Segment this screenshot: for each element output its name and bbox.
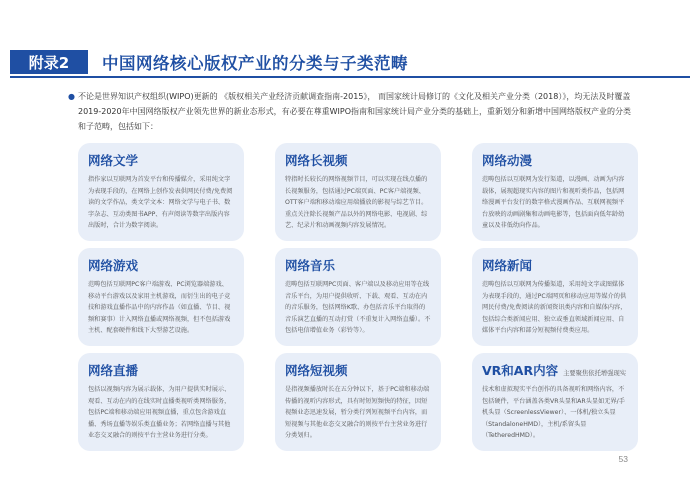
appendix-badge: 附录2	[10, 50, 92, 74]
intro-paragraph	[68, 89, 638, 134]
category-card-news	[472, 248, 638, 346]
category-title: 网络长视频	[285, 153, 348, 168]
category-card-games	[78, 248, 244, 346]
header-bar	[10, 48, 690, 76]
category-title: 网络动漫	[482, 153, 533, 168]
category-title: 网络游戏	[88, 258, 139, 273]
category-description: 包括以视频内容为展示载体，为用户提供实时展示、观看、互动在内的在线实时直播类视听类网络服务，包括PC端和移动端应用视频直播，重点包含游戏直播、秀场直播等娱乐类直播业务；若网络直播与其他业态交叉融合的则按平台主营业务进行分类。	[88, 386, 231, 439]
category-card-animation	[472, 143, 638, 241]
category-description: 范畴包括以互联网为传播渠道，采用纯文字或图媒体为表现手段的，通过PC端网页和移动应用等媒介的供网民付费/免费阅读的新闻资讯类内容和自媒体内容，包括综合类新闻应用、独立或垂直领域新闻应用、自媒体平台内容和部分短视频付费类应用。	[482, 281, 627, 334]
page-title: 中国网络核心版权产业的分类与子类范畴	[102, 54, 408, 73]
category-title: 网络音乐	[285, 258, 336, 273]
bullet-icon: ●	[68, 92, 75, 101]
category-title: 网络文学	[88, 153, 139, 168]
category-description: 技术和虚拟现实平台创作的具备视听和网络内容，不包括硬件，平台涵盖各类VR头显和AR头显如无界/手机头显（ScreenlessViewer）、一体机/独立头显（StandaloneHMD），主机/系留头显（TetheredHMD）。	[482, 386, 625, 439]
page-number: 53	[618, 454, 628, 464]
category-title: 网络新闻	[482, 258, 533, 273]
category-description: 指作家以互联网为首发平台和传播媒介，采用纯文字为表现手段的，在网络上创作发表供网民付费/免费阅读的文学作品，类文学文本：网络文学与电子书、数字杂志、互动类图书APP、有声阅读等数字出版内容出版时，合计为数字阅读。	[88, 176, 233, 229]
category-title: 网络直播	[88, 363, 139, 378]
category-title: VR和AR内容	[482, 363, 559, 378]
category-card-short-video	[275, 353, 441, 451]
category-title: 网络短视频	[285, 363, 348, 378]
category-description: 是指视频播放时长在五分钟以下，基于PC端和移动端传播的视听内容形式，具有时短短频快的特征，因短视频业态迅速发展，暂分类行列短视频平台内容，而短视频与其他业态交叉融合的则按平台主营业务进行分类划归。	[285, 386, 430, 439]
category-card-long-video	[275, 143, 441, 241]
category-description: 范畴包括互联网PC客户端游戏、PC浏览器端游戏、移动平台游戏以及家用主机游戏，而衍生出的电子竞技和游戏直播作品中的内容作品（如直播、节目、视频和赛事）计入网络直播或网络视频，但不包括游戏主机、配套硬件和线下大型游艺设施。	[88, 281, 231, 334]
category-description: 范畴包括互联网PC页面、客户端以及移动应用等在线音乐平台，为用户提供收听、下载、观看、互动在内的音乐服务，包括网络K歌、办包括音乐平台取得的音乐演艺直播的互动打赏（不重复计入网络直播）。不包括电信增值业务（彩铃等）。	[285, 281, 431, 334]
category-grid	[78, 143, 638, 455]
category-card-vr-ar	[472, 353, 638, 451]
category-card-live-streaming	[78, 353, 244, 451]
category-description: 范畴包括以互联网为发行渠道，以漫画、动画为内容载体，展现超现实内容的图片和视听类作品，包括网络漫画平台发行的数字格式漫画作品、互联网视频平台放映的动画剧集和动画电影等，包括面向低年龄幼童以及非低幼向作品。	[482, 176, 625, 229]
category-card-network-literature	[78, 143, 244, 241]
category-card-music	[275, 248, 441, 346]
intro-text: 不论是世界知识产权组织(WIPO)更新的 《版权相关产业经济贡献调查指南-2015》， 而国家统计局修订的《文化及相关产业分类（2018）》，均无法及时覆盖2019-2020年中国网络版权产业领先世界的新业态形式，有必要在尊重WIPO指南和国家统计局产业分类的基础上，重新划分和新增中国网络版权产业的分类和子范畴，包括如下：	[78, 92, 631, 131]
header-divider	[10, 76, 690, 78]
category-title-note: 主要聚焦依托增强现实	[563, 370, 627, 377]
category-description: 特指时长较长的网络视频节目，可以实现在线点播的长视频服务，包括通过PC端页面、PC客户端视频、OTT客户端和移动端应用端播放的影视与综艺节目。重点关注除长视频产品以外的网络电影、电视剧、综艺、纪录片和动画视频内容发展情况。	[285, 176, 428, 229]
